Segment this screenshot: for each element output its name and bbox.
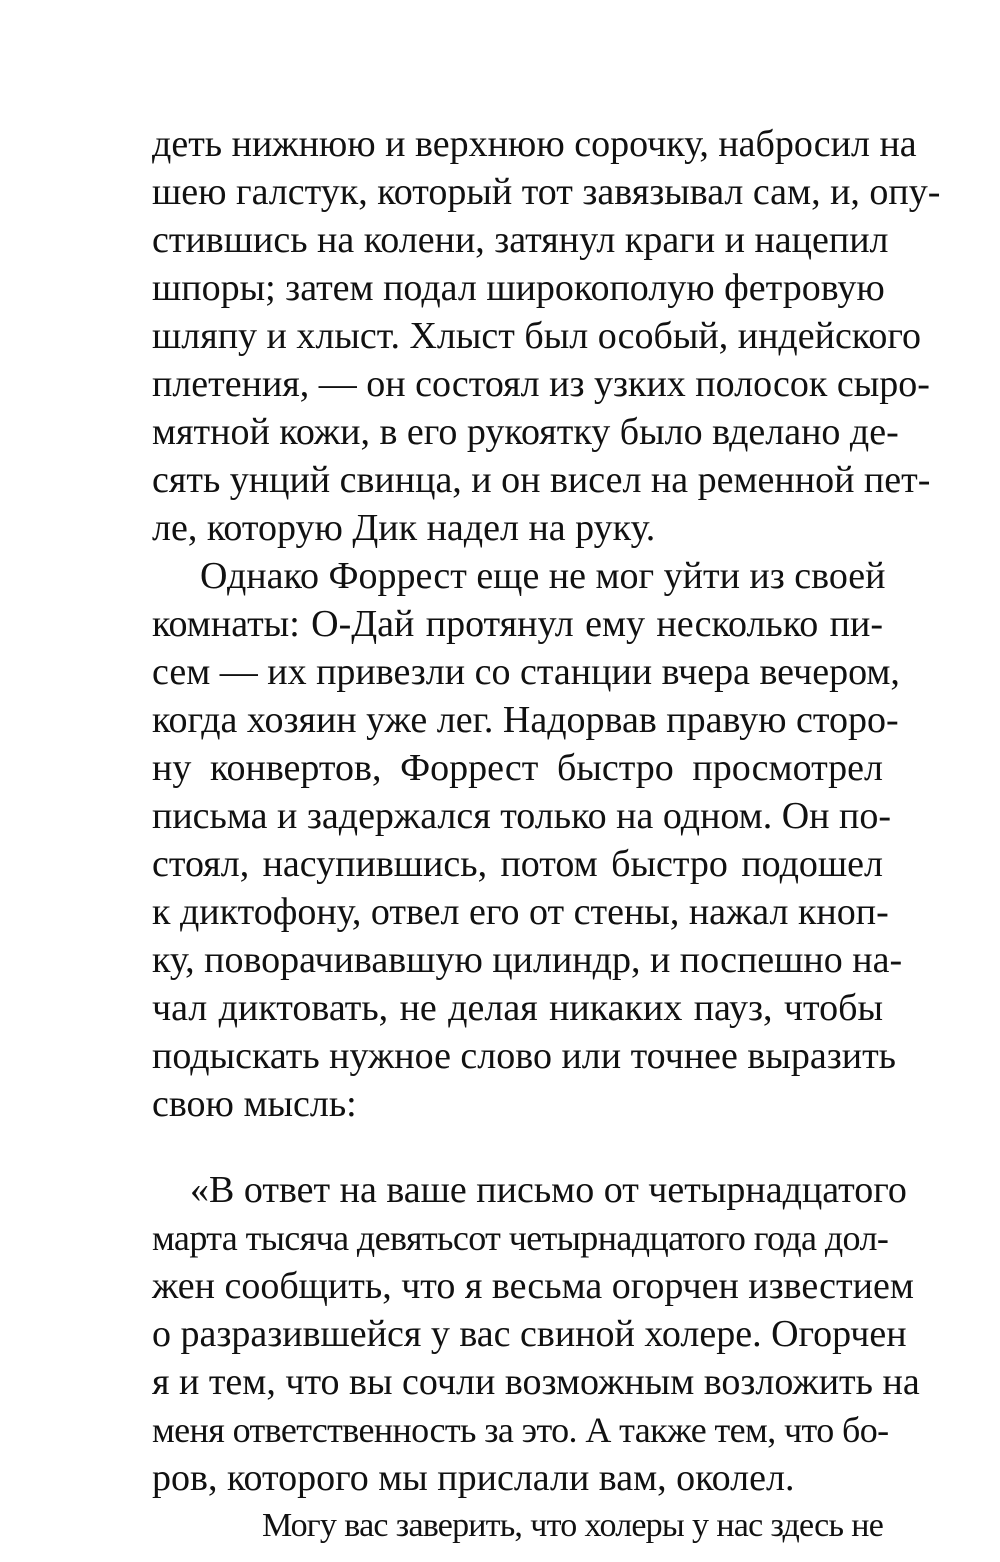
text-line: письма и задержался только на одном. Он по- xyxy=(152,795,891,837)
text-line: деть нижнюю и верхнюю сорочку, набросил на xyxy=(152,123,917,165)
text-line: комнаты: О-Дай протянул ему несколько пи- xyxy=(152,603,883,645)
text-line: к диктофону, отвел его от стены, нажал кноп- xyxy=(152,891,889,933)
letter-line: меня ответственность за это. А также тем, что бо- xyxy=(152,1410,889,1450)
letter-line: о разразившейся у вас свиной холере. Огорчен xyxy=(152,1313,907,1355)
letter-line: марта тысяча девятьсот четырнадцатого года дол- xyxy=(152,1218,889,1258)
text-line: когда хозяин уже лег. Надорвав правую сторо- xyxy=(152,699,899,741)
text-line: шпоры; затем подал широкополую фетровую xyxy=(152,267,885,309)
text-line: шею галстук, который тот завязывал сам, и, опу- xyxy=(152,171,941,213)
text-line: ну конвертов, Форрест быстро просмотрел xyxy=(152,747,883,789)
text-line: сем — их привезли со станции вчера вечером, xyxy=(152,651,900,693)
letter-line: я и тем, что вы сочли возможным возложить на xyxy=(152,1361,920,1403)
letter-line: ров, которого мы прислали вам, околел. xyxy=(152,1457,795,1499)
letter-paragraph-line: Могу вас заверить, что холеры у нас здесь не xyxy=(262,1507,883,1544)
letter-line: жен сообщить, что я весьма огорчен известием xyxy=(152,1265,914,1307)
text-line: стоял, насупившись, потом быстро подошел xyxy=(152,843,883,885)
text-line: свою мысль: xyxy=(152,1083,357,1125)
text-line: подыскать нужное слово или точнее выразить xyxy=(152,1035,897,1077)
text-line: стившись на колени, затянул краги и нацепил xyxy=(152,219,889,261)
text-line: шляпу и хлыст. Хлыст был особый, индейского xyxy=(152,315,921,357)
text-line: плетения, — он состоял из узких полосок сыро- xyxy=(152,363,930,405)
text-line: ку, поворачивавшую цилиндр, и поспешно на- xyxy=(152,939,903,981)
text-line: чал диктовать, не делая никаких пауз, чтобы xyxy=(152,987,883,1029)
text-line: сять унций свинца, и он висел на ременной пет- xyxy=(152,459,931,501)
text-line: ле, которую Дик надел на руку. xyxy=(152,507,656,549)
letter-first-line: «В ответ на ваше письмо от четырнадцатого xyxy=(190,1169,907,1211)
text-line: мятной кожи, в его рукоятку было вделано де- xyxy=(152,411,899,453)
paragraph-first-line: Однако Форрест еще не мог уйти из своей xyxy=(200,555,886,597)
